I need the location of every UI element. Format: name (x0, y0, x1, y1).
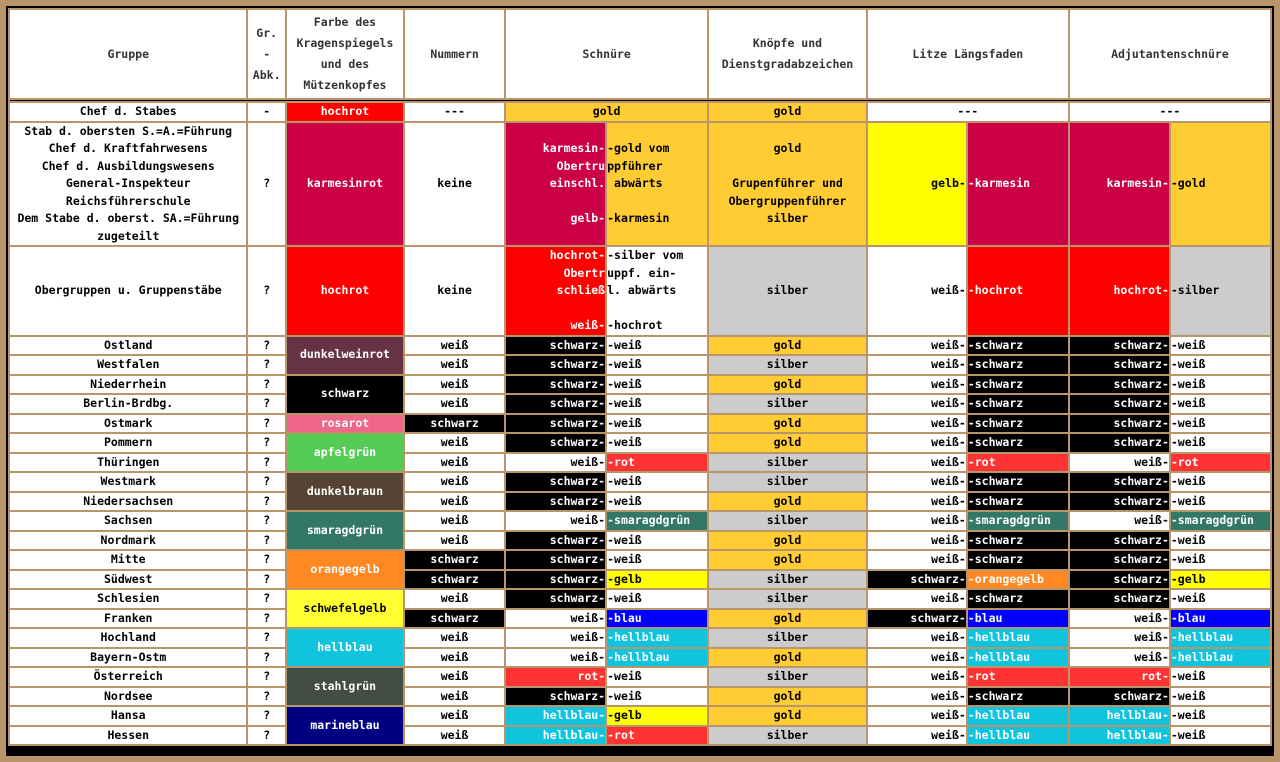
table-row (10, 247, 1270, 335)
adjutant-left-cell: schwarz- (1070, 415, 1169, 433)
litze-left-cell: weiß- (868, 376, 966, 394)
schnuere-left-cell: weiß- (506, 454, 605, 472)
schnuere-left-cell: schwarz- (506, 688, 605, 706)
knoepfe-cell: silber (709, 727, 866, 745)
litze-cell: --- (868, 103, 1068, 121)
schnuere-right-cell: -gelb (607, 707, 707, 725)
nummern-cell: weiß (405, 454, 504, 472)
litze-left-cell: weiß- (868, 356, 966, 374)
adjutant-right-cell: -weiß (1171, 493, 1270, 511)
adjutant-right-cell: -weiß (1171, 434, 1270, 452)
gruppe-cell: Hochland (10, 629, 246, 647)
knoepfe-cell: silber (709, 454, 866, 472)
schnuere-right-cell: -weiß (607, 668, 707, 686)
schnuere-left-cell: karmesin- Obertru einschl. gelb- (506, 123, 605, 246)
litze-left-cell: gelb- (868, 123, 966, 246)
litze-right-cell: -schwarz (968, 434, 1068, 452)
adjutant-right-cell: -weiß (1171, 395, 1270, 413)
litze-left-cell: weiß- (868, 668, 966, 686)
farbe-cell: apfelgrün (287, 434, 403, 471)
table-row (10, 415, 1270, 433)
nummern-cell: weiß (405, 707, 504, 725)
litze-left-cell: weiß- (868, 473, 966, 491)
nummern-cell: weiß (405, 376, 504, 394)
gruppe-cell: Schlesien (10, 590, 246, 608)
schnuere-left-cell: weiß- (506, 512, 605, 530)
schnuere-left-cell: weiß- (506, 610, 605, 628)
abk-cell: ? (248, 649, 284, 667)
adjutant-left-cell: hochrot- (1070, 247, 1169, 335)
adjutant-right-cell: -weiß (1171, 356, 1270, 374)
schnuere-cell: gold (506, 103, 707, 121)
nummern-cell: weiß (405, 727, 504, 745)
adjutant-right-cell: -blau (1171, 610, 1270, 628)
farbe-cell: marineblau (287, 707, 403, 744)
knoepfe-cell: gold (709, 649, 866, 667)
gruppe-cell: Chef d. Stabes (10, 103, 246, 121)
adjutant-left-cell: schwarz- (1070, 395, 1169, 413)
table-row (10, 610, 1270, 628)
nummern-cell: keine (405, 247, 504, 335)
schnuere-left-cell: schwarz- (506, 590, 605, 608)
schnuere-right-cell: -hellblau (607, 629, 707, 647)
schnuere-right-cell: -weiß (607, 590, 707, 608)
farbe-cell: smaragdgrün (287, 512, 403, 549)
knoepfe-cell: gold (709, 434, 866, 452)
adjutant-left-cell: weiß- (1070, 649, 1169, 667)
schnuere-left-cell: hochrot- Obertr schließ weiß- (506, 247, 605, 335)
knoepfe-cell: gold Grupenführer und Obergruppenführer silber (709, 123, 866, 246)
schnuere-right-cell: -smaragdgrün (607, 512, 707, 530)
schnuere-left-cell: schwarz- (506, 434, 605, 452)
litze-left-cell: weiß- (868, 434, 966, 452)
knoepfe-cell: gold (709, 610, 866, 628)
litze-left-cell: weiß- (868, 532, 966, 550)
adjutant-left-cell: weiß- (1070, 512, 1169, 530)
schnuere-right-cell: -weiß (607, 395, 707, 413)
schnuere-right-cell: -weiß (607, 551, 707, 569)
header-litze: Litze Längsfaden (868, 10, 1068, 98)
farbe-cell: dunkelweinrot (287, 337, 403, 374)
litze-right-cell: -hellblau (968, 727, 1068, 745)
schnuere-right-cell: -weiß (607, 356, 707, 374)
schnuere-left-cell: rot- (506, 668, 605, 686)
knoepfe-cell: gold (709, 376, 866, 394)
litze-left-cell: weiß- (868, 688, 966, 706)
header-gruppe: Gruppe (10, 10, 246, 98)
adjutant-left-cell: weiß- (1070, 610, 1169, 628)
table-frame (6, 6, 1274, 756)
gruppe-cell: Stab d. obersten S.=A.=Führung Chef d. Kraftfahrwesens Chef d. Ausbildungswesens General-Inspekteur Reichsführerschule Dem Stabe d. oberst. SA.=Führung zugeteilt (10, 123, 246, 246)
gruppe-cell: Österreich (10, 668, 246, 686)
gruppe-cell: Ostland (10, 337, 246, 355)
nummern-cell: weiß (405, 512, 504, 530)
nummern-cell: weiß (405, 395, 504, 413)
farbe-cell: stahlgrün (287, 668, 403, 705)
header-adjutant: Adjutantenschnüre (1070, 10, 1270, 98)
table-row (10, 376, 1270, 394)
knoepfe-cell: silber (709, 512, 866, 530)
litze-left-cell: weiß- (868, 493, 966, 511)
header-abk: Gr. - Abk. (248, 10, 284, 98)
gruppe-cell: Westmark (10, 473, 246, 491)
schnuere-left-cell: weiß- (506, 629, 605, 647)
farbe-cell: hochrot (287, 103, 403, 121)
abk-cell: ? (248, 727, 284, 745)
litze-right-cell: -hochrot (968, 247, 1068, 335)
header-nummern: Nummern (405, 10, 504, 98)
farbe-cell: dunkelbraun (287, 473, 403, 510)
schnuere-right-cell: -weiß (607, 493, 707, 511)
table-row (10, 454, 1270, 472)
knoepfe-cell: gold (709, 415, 866, 433)
uniform-colors-table (8, 8, 1272, 746)
farbe-cell: hellblau (287, 629, 403, 666)
nummern-cell: schwarz (405, 610, 504, 628)
abk-cell: ? (248, 493, 284, 511)
litze-left-cell: weiß- (868, 649, 966, 667)
table-row (10, 649, 1270, 667)
adjutant-right-cell: -hellblau (1171, 629, 1270, 647)
table-row (10, 103, 1270, 121)
adjutant-left-cell: schwarz- (1070, 473, 1169, 491)
nummern-cell: weiß (405, 337, 504, 355)
table-row (10, 727, 1270, 745)
litze-right-cell: -hellblau (968, 629, 1068, 647)
litze-right-cell: -schwarz (968, 395, 1068, 413)
table-row (10, 571, 1270, 589)
adjutant-right-cell: -rot (1171, 454, 1270, 472)
header-row (10, 10, 1270, 98)
litze-left-cell: weiß- (868, 590, 966, 608)
abk-cell: ? (248, 247, 284, 335)
table-row (10, 668, 1270, 686)
adjutant-left-cell: rot- (1070, 668, 1169, 686)
knoepfe-cell: gold (709, 493, 866, 511)
abk-cell: ? (248, 434, 284, 452)
abk-cell: ? (248, 376, 284, 394)
litze-right-cell: -hellblau (968, 649, 1068, 667)
gruppe-cell: Nordmark (10, 532, 246, 550)
table-row (10, 356, 1270, 374)
table-row (10, 707, 1270, 725)
schnuere-right-cell: -rot (607, 454, 707, 472)
schnuere-right-cell: -gelb (607, 571, 707, 589)
adjutant-right-cell: -weiß (1171, 532, 1270, 550)
knoepfe-cell: silber (709, 395, 866, 413)
table-row (10, 551, 1270, 569)
gruppe-cell: Niedersachsen (10, 493, 246, 511)
abk-cell: ? (248, 551, 284, 569)
adjutant-right-cell: -gelb (1171, 571, 1270, 589)
schnuere-left-cell: schwarz- (506, 473, 605, 491)
abk-cell: ? (248, 590, 284, 608)
nummern-cell: weiß (405, 493, 504, 511)
nummern-cell: weiß (405, 649, 504, 667)
header-separator (10, 100, 1270, 101)
schnuere-right-cell: -silber vom uppf. ein- l. abwärts -hochrot (607, 247, 707, 335)
litze-right-cell: -blau (968, 610, 1068, 628)
schnuere-left-cell: schwarz- (506, 493, 605, 511)
header-knoepfe: Knöpfe und Dienstgradabzeichen (709, 10, 866, 98)
litze-left-cell: weiß- (868, 512, 966, 530)
schnuere-right-cell: -weiß (607, 473, 707, 491)
schnuere-right-cell: -weiß (607, 376, 707, 394)
abk-cell: ? (248, 512, 284, 530)
table-row (10, 688, 1270, 706)
adjutant-left-cell: schwarz- (1070, 688, 1169, 706)
schnuere-right-cell: -gold vom ppführer abwärts -karmesin (607, 123, 707, 246)
litze-right-cell: -schwarz (968, 473, 1068, 491)
schnuere-left-cell: schwarz- (506, 415, 605, 433)
abk-cell: ? (248, 571, 284, 589)
gruppe-cell: Hansa (10, 707, 246, 725)
adjutant-right-cell: -smaragdgrün (1171, 512, 1270, 530)
nummern-cell: weiß (405, 668, 504, 686)
litze-right-cell: -schwarz (968, 688, 1068, 706)
abk-cell: ? (248, 395, 284, 413)
adjutant-right-cell: -weiß (1171, 727, 1270, 745)
nummern-cell: schwarz (405, 551, 504, 569)
table-row (10, 590, 1270, 608)
table-row (10, 512, 1270, 530)
abk-cell: ? (248, 610, 284, 628)
table-row (10, 434, 1270, 452)
nummern-cell: --- (405, 103, 504, 121)
litze-left-cell: weiß- (868, 551, 966, 569)
gruppe-cell: Nordsee (10, 688, 246, 706)
schnuere-right-cell: -weiß (607, 532, 707, 550)
table-row (10, 629, 1270, 647)
table-row (10, 395, 1270, 413)
knoepfe-cell: silber (709, 571, 866, 589)
header-farbe: Farbe des Kragenspiegels und des Mützenkopfes (287, 10, 403, 98)
adjutant-left-cell: hellblau- (1070, 727, 1169, 745)
gruppe-cell: Berlin-Brdbg. (10, 395, 246, 413)
adjutant-left-cell: schwarz- (1070, 376, 1169, 394)
schnuere-right-cell: -hellblau (607, 649, 707, 667)
adjutant-right-cell: -weiß (1171, 376, 1270, 394)
gruppe-cell: Franken (10, 610, 246, 628)
table-row (10, 123, 1270, 246)
knoepfe-cell: silber (709, 590, 866, 608)
abk-cell: ? (248, 688, 284, 706)
abk-cell: ? (248, 668, 284, 686)
farbe-cell: schwefelgelb (287, 590, 403, 627)
gruppe-cell: Westfalen (10, 356, 246, 374)
adjutant-left-cell: karmesin- (1070, 123, 1169, 246)
litze-left-cell: weiß- (868, 454, 966, 472)
schnuere-right-cell: -weiß (607, 415, 707, 433)
gruppe-cell: Thüringen (10, 454, 246, 472)
schnuere-right-cell: -weiß (607, 337, 707, 355)
farbe-cell: karmesinrot (287, 123, 403, 246)
abk-cell: ? (248, 356, 284, 374)
adjutant-left-cell: schwarz- (1070, 356, 1169, 374)
abk-cell: ? (248, 123, 284, 246)
adjutant-right-cell: -gold (1171, 123, 1270, 246)
gruppe-cell: Bayern-Ostm (10, 649, 246, 667)
adjutant-left-cell: schwarz- (1070, 590, 1169, 608)
gruppe-cell: Hessen (10, 727, 246, 745)
table-row (10, 532, 1270, 550)
nummern-cell: weiß (405, 629, 504, 647)
litze-right-cell: -schwarz (968, 337, 1068, 355)
nummern-cell: weiß (405, 590, 504, 608)
schnuere-right-cell: -rot (607, 727, 707, 745)
litze-right-cell: -schwarz (968, 551, 1068, 569)
knoepfe-cell: gold (709, 688, 866, 706)
adjutant-right-cell: -silber (1171, 247, 1270, 335)
abk-cell: ? (248, 707, 284, 725)
farbe-cell: hochrot (287, 247, 403, 335)
knoepfe-cell: silber (709, 473, 866, 491)
knoepfe-cell: silber (709, 668, 866, 686)
nummern-cell: weiß (405, 434, 504, 452)
abk-cell: ? (248, 415, 284, 433)
gruppe-cell: Ostmark (10, 415, 246, 433)
litze-right-cell: -schwarz (968, 532, 1068, 550)
nummern-cell: weiß (405, 473, 504, 491)
adjutant-left-cell: weiß- (1070, 454, 1169, 472)
litze-right-cell: -schwarz (968, 590, 1068, 608)
litze-left-cell: weiß- (868, 629, 966, 647)
schnuere-left-cell: hellblau- (506, 727, 605, 745)
knoepfe-cell: silber (709, 356, 866, 374)
schnuere-left-cell: schwarz- (506, 551, 605, 569)
knoepfe-cell: gold (709, 551, 866, 569)
litze-left-cell: weiß- (868, 415, 966, 433)
schnuere-left-cell: schwarz- (506, 337, 605, 355)
gruppe-cell: Südwest (10, 571, 246, 589)
schnuere-right-cell: -weiß (607, 688, 707, 706)
nummern-cell: keine (405, 123, 504, 246)
knoepfe-cell: silber (709, 629, 866, 647)
knoepfe-cell: gold (709, 707, 866, 725)
schnuere-left-cell: schwarz- (506, 571, 605, 589)
abk-cell: ? (248, 337, 284, 355)
schnuere-right-cell: -blau (607, 610, 707, 628)
adjutant-right-cell: -weiß (1171, 473, 1270, 491)
schnuere-left-cell: schwarz- (506, 395, 605, 413)
schnuere-left-cell: hellblau- (506, 707, 605, 725)
knoepfe-cell: silber (709, 247, 866, 335)
adjutant-left-cell: schwarz- (1070, 571, 1169, 589)
abk-cell: ? (248, 454, 284, 472)
schnuere-left-cell: weiß- (506, 649, 605, 667)
litze-right-cell: -rot (968, 454, 1068, 472)
gruppe-cell: Sachsen (10, 512, 246, 530)
header-schnuere: Schnüre (506, 10, 707, 98)
gruppe-cell: Niederrhein (10, 376, 246, 394)
abk-cell: ? (248, 629, 284, 647)
nummern-cell: weiß (405, 688, 504, 706)
farbe-cell: orangegelb (287, 551, 403, 588)
gruppe-cell: Obergruppen u. Gruppenstäbe (10, 247, 246, 335)
adjutant-right-cell: -weiß (1171, 590, 1270, 608)
adjutant-cell: --- (1070, 103, 1270, 121)
litze-left-cell: weiß- (868, 337, 966, 355)
nummern-cell: weiß (405, 356, 504, 374)
table-row (10, 493, 1270, 511)
schnuere-left-cell: schwarz- (506, 356, 605, 374)
adjutant-left-cell: schwarz- (1070, 551, 1169, 569)
adjutant-right-cell: -weiß (1171, 415, 1270, 433)
abk-cell: ? (248, 473, 284, 491)
litze-left-cell: weiß- (868, 247, 966, 335)
table-row (10, 337, 1270, 355)
litze-right-cell: -schwarz (968, 376, 1068, 394)
farbe-cell: schwarz (287, 376, 403, 413)
nummern-cell: weiß (405, 532, 504, 550)
litze-left-cell: schwarz- (868, 610, 966, 628)
adjutant-left-cell: schwarz- (1070, 337, 1169, 355)
adjutant-left-cell: schwarz- (1070, 493, 1169, 511)
adjutant-right-cell: -weiß (1171, 707, 1270, 725)
adjutant-left-cell: schwarz- (1070, 532, 1169, 550)
abk-cell: ? (248, 532, 284, 550)
litze-right-cell: -schwarz (968, 415, 1068, 433)
nummern-cell: schwarz (405, 415, 504, 433)
schnuere-right-cell: -weiß (607, 434, 707, 452)
schnuere-left-cell: schwarz- (506, 376, 605, 394)
litze-right-cell: -schwarz (968, 356, 1068, 374)
schnuere-left-cell: schwarz- (506, 532, 605, 550)
abk-cell: - (248, 103, 284, 121)
litze-right-cell: -orangegelb (968, 571, 1068, 589)
litze-right-cell: -rot (968, 668, 1068, 686)
gruppe-cell: Pommern (10, 434, 246, 452)
knoepfe-cell: gold (709, 103, 866, 121)
litze-right-cell: -smaragdgrün (968, 512, 1068, 530)
litze-left-cell: schwarz- (868, 571, 966, 589)
adjutant-right-cell: -weiß (1171, 668, 1270, 686)
adjutant-right-cell: -hellblau (1171, 649, 1270, 667)
adjutant-left-cell: hellblau- (1070, 707, 1169, 725)
nummern-cell: schwarz (405, 571, 504, 589)
table-row (10, 473, 1270, 491)
adjutant-left-cell: weiß- (1070, 629, 1169, 647)
litze-left-cell: weiß- (868, 395, 966, 413)
gruppe-cell: Mitte (10, 551, 246, 569)
litze-right-cell: -karmesin (968, 123, 1068, 246)
knoepfe-cell: gold (709, 532, 866, 550)
litze-right-cell: -schwarz (968, 493, 1068, 511)
knoepfe-cell: gold (709, 337, 866, 355)
litze-left-cell: weiß- (868, 707, 966, 725)
adjutant-right-cell: -weiß (1171, 551, 1270, 569)
litze-right-cell: -hellblau (968, 707, 1068, 725)
adjutant-right-cell: -weiß (1171, 688, 1270, 706)
litze-left-cell: weiß- (868, 727, 966, 745)
adjutant-right-cell: -weiß (1171, 337, 1270, 355)
adjutant-left-cell: schwarz- (1070, 434, 1169, 452)
farbe-cell: rosarot (287, 415, 403, 433)
